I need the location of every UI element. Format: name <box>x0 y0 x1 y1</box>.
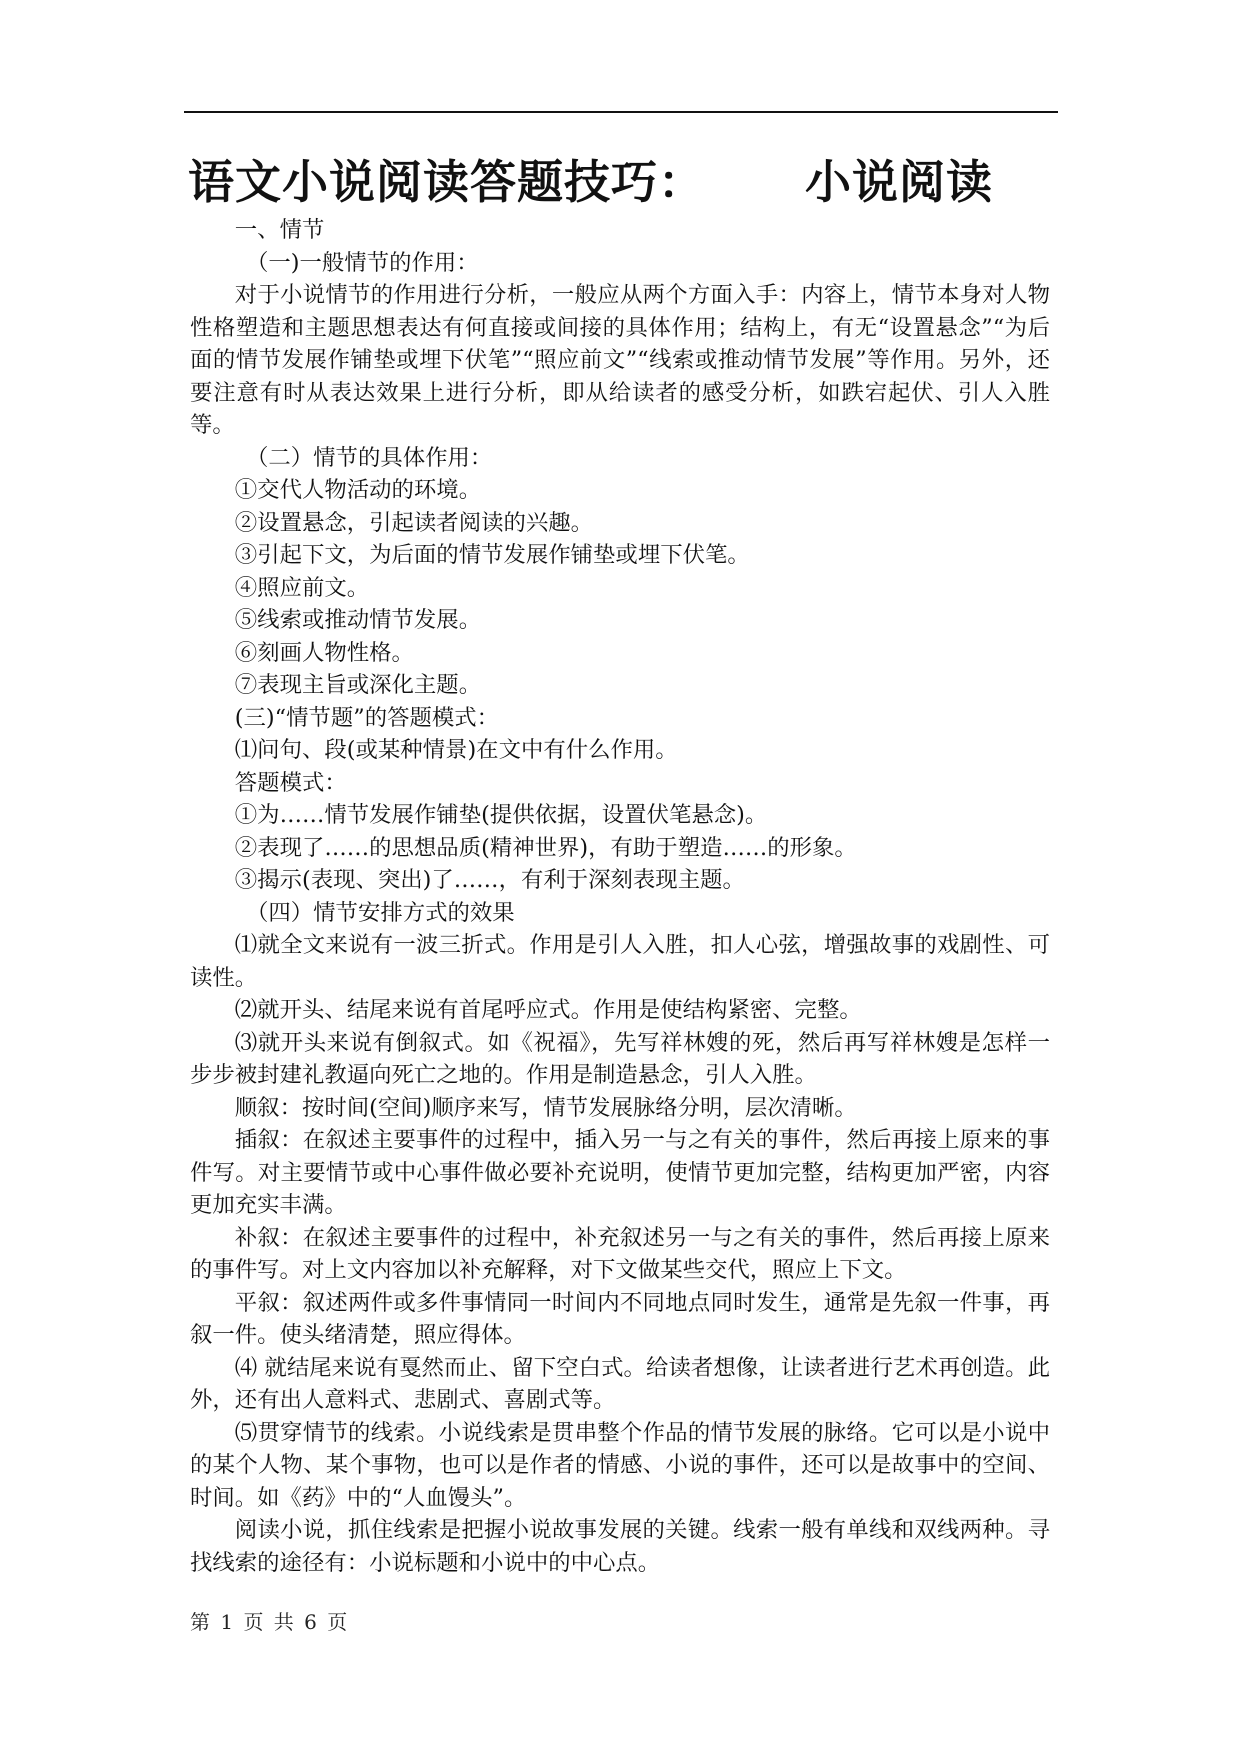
list-item: ⑥刻画人物性格。 <box>234 639 414 666</box>
list-item: ④照应前文。 <box>234 574 370 601</box>
section-heading: 一、情节 <box>234 217 325 243</box>
list-item: ③引起下文，为后面的情节发展作铺垫或埋下伏笔。 <box>234 542 750 568</box>
paragraph: ⑴就全文来说有一波三折式。作用是引人入胜，扣人心弦，增强故事的戏剧性、可读性。 <box>190 932 1050 991</box>
header-rule <box>184 111 1058 113</box>
document-body <box>190 214 1050 1579</box>
list-item: ②设置悬念，引起读者阅读的兴趣。 <box>234 509 594 536</box>
paragraph: ⑵就开头、结尾来说有首尾呼应式。作用是使结构紧密、完整。 <box>234 997 862 1023</box>
list-item: ②表现了……的思想品质(精神世界)，有助于塑造……的形象。 <box>234 834 857 861</box>
title-sub: 小说阅读 <box>805 155 993 209</box>
subsection-heading: （二）情节的具体作用： <box>246 444 493 471</box>
paragraph: ⑶就开头来说有倒叙式。如《祝福》，先写祥林嫂的死，然后再写祥林嫂是怎样一步步被封建礼教逼向死亡之地的。作用是制造悬念，引人入胜。 <box>190 1029 1050 1088</box>
subsection-heading: (三)“情节题”的答题模式： <box>234 704 500 731</box>
paragraph: 补叙：在叙述主要事件的过程中，补充叙述另一与之有关的事件，然后再接上原来的事件写。对上文内容加以补充解释，对下文做某些交代，照应上下文。 <box>190 1224 1050 1283</box>
paragraph: 插叙：在叙述主要事件的过程中，插入另一与之有关的事件，然后再接上原来的事件写。对主要情节或中心事件做必要补充说明，使情节更加完整，结构更加严密，内容更加充实丰满。 <box>190 1127 1050 1218</box>
list-item: ①交代人物活动的环境。 <box>234 477 482 503</box>
paragraph: 平叙：叙述两件或多件事情同一时间内不同地点同时发生，通常是先叙一件事，再叙一件。使头绪清楚，照应得体。 <box>190 1289 1050 1348</box>
paragraph: 对于小说情节的作用进行分析，一般应从两个方面入手：内容上，情节本身对人物性格塑造和主题思想表达有何直接或间接的具体作用；结构上，有无“设置悬念”“为后面的情节发展作铺垫或埋下伏笔”“照应前文”“线索或推动情节发展”等作用。另外，还要注意有时从表达效果上进行分析，即从给读者的感受分析，如跌宕起伏、引人入胜等。 <box>190 282 1050 438</box>
list-item: ①为……情节发展作铺垫(提供依据，设置伏笔悬念)。 <box>234 802 768 828</box>
label: 答题模式： <box>234 769 347 796</box>
paragraph: 阅读小说，抓住线索是把握小说故事发展的关键。线索一般有单线和双线两种。寻找线索的途径有：小说标题和小说中的中心点。 <box>190 1517 1050 1576</box>
subsection-heading: （四）情节安排方式的效果 <box>246 899 515 926</box>
title-main: 语文小说阅读答题技巧： <box>188 155 705 209</box>
list-item: ③揭示(表现、突出)了……，有利于深刻表现主题。 <box>234 867 745 893</box>
paragraph: ⑷ 就结尾来说有戛然而止、留下空白式。给读者想像，让读者进行艺术再创造。此外，还有出人意料式、悲剧式、喜剧式等。 <box>190 1354 1050 1413</box>
page-number: 第 1 页 共 6 页 <box>190 1610 350 1634</box>
list-item: ⑤线索或推动情节发展。 <box>234 607 482 633</box>
list-item: ⑦表现主旨或深化主题。 <box>234 672 482 698</box>
subsection-heading: （一)一般情节的作用： <box>246 249 479 276</box>
list-item: ⑴问句、段(或某种情景)在文中有什么作用。 <box>234 737 678 763</box>
paragraph: 顺叙：按时间(空间)顺序来写，情节发展脉络分明，层次清晰。 <box>234 1094 857 1121</box>
paragraph: ⑸贯穿情节的线索。小说线索是贯串整个作品的情节发展的脉络。它可以是小说中的某个人物、某个事物，也可以是作者的情感、小说的事件，还可以是故事中的空间、时间。如《药》中的“人血馒头”。 <box>190 1419 1050 1511</box>
page-title <box>188 152 993 212</box>
